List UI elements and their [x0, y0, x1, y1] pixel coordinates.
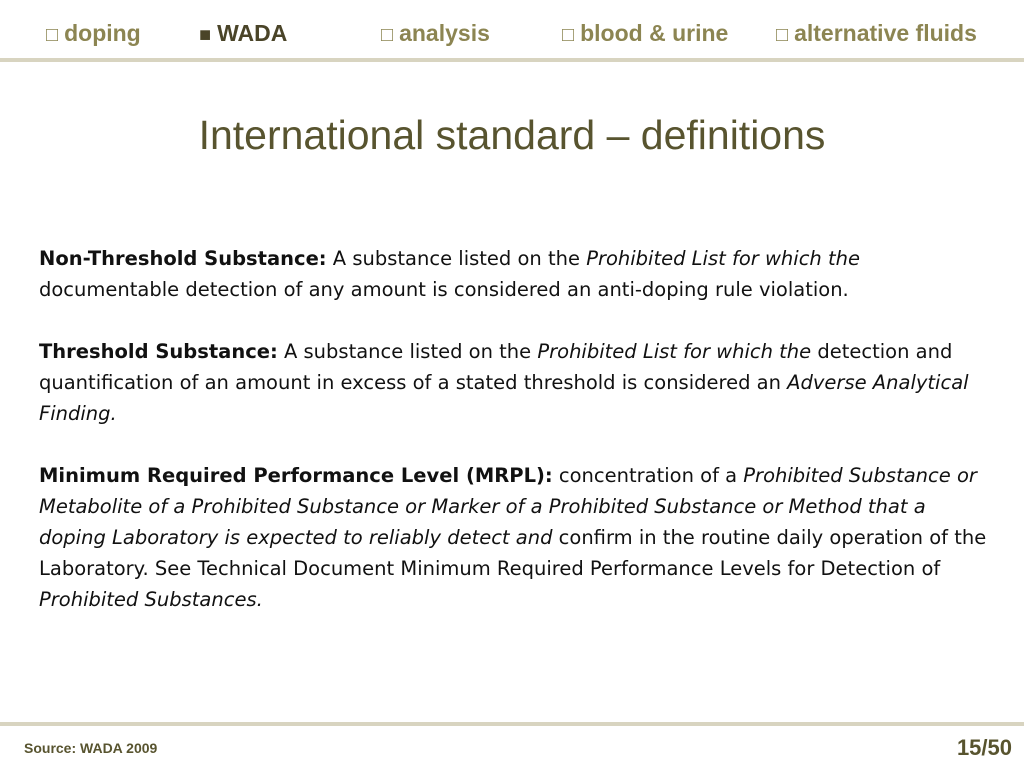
- slide-title: International standard – definitions: [198, 112, 826, 158]
- definition-text: detection and quantification of an amount in excess of a stated threshold is considered an: [39, 340, 953, 394]
- top-divider: [0, 58, 1024, 62]
- unchecked-square-icon: □: [776, 24, 789, 46]
- nav-item-analysis[interactable]: [381, 20, 490, 47]
- nav-item-label: alternative fluids: [794, 20, 977, 46]
- definition-threshold: [39, 336, 989, 429]
- unchecked-square-icon: □: [381, 24, 394, 46]
- definitions-body: [39, 243, 989, 646]
- definition-text: confirm in the routine daily operation of the Laboratory. See Technical Document Minimum Required Performance Levels for Detection of: [39, 526, 987, 580]
- bottom-divider: [0, 722, 1024, 726]
- footer-source: Source: WADA 2009: [24, 740, 158, 756]
- definition-term: Non-Threshold Substance:: [39, 247, 327, 270]
- nav-item-label: analysis: [399, 20, 490, 46]
- definition-emphasis: Prohibited Substance or Metabolite of a Prohibited Substance or Marker of a Prohibited Substance or Method that a doping Laboratory is expected to reliably detect and: [39, 464, 977, 549]
- nav-item-label: WADA: [217, 20, 288, 46]
- page-number: 15/50: [956, 735, 1012, 760]
- unchecked-square-icon: □: [46, 24, 59, 46]
- definition-non-threshold: [39, 243, 989, 305]
- definition-emphasis: Prohibited Substances.: [39, 588, 263, 611]
- unchecked-square-icon: □: [562, 24, 575, 46]
- definition-emphasis: Adverse Analytical Finding.: [39, 371, 969, 425]
- nav-item-doping[interactable]: [46, 20, 141, 47]
- nav-item-label: doping: [64, 20, 141, 46]
- definition-text: concentration of a: [552, 464, 744, 487]
- definition-term: Threshold Substance:: [39, 340, 278, 363]
- definition-mrpl: [39, 460, 989, 615]
- definition-text: documentable detection of any amount is considered an anti-doping rule violation.: [39, 278, 849, 301]
- nav-item-alternative-fluids[interactable]: [776, 20, 977, 47]
- definition-text: A substance listed on the: [326, 247, 587, 270]
- nav-item-blood-urine[interactable]: [562, 20, 728, 47]
- definition-emphasis: Prohibited List for which the: [537, 340, 812, 363]
- definition-text: A substance listed on the: [277, 340, 538, 363]
- nav-item-wada[interactable]: [199, 20, 287, 47]
- definition-term: Minimum Required Performance Level (MRPL):: [39, 464, 553, 487]
- filled-square-icon: ■: [199, 24, 212, 46]
- top-navigation: [0, 0, 1024, 60]
- definition-emphasis: Prohibited List for which the: [586, 247, 860, 270]
- nav-item-label: blood & urine: [580, 20, 729, 46]
